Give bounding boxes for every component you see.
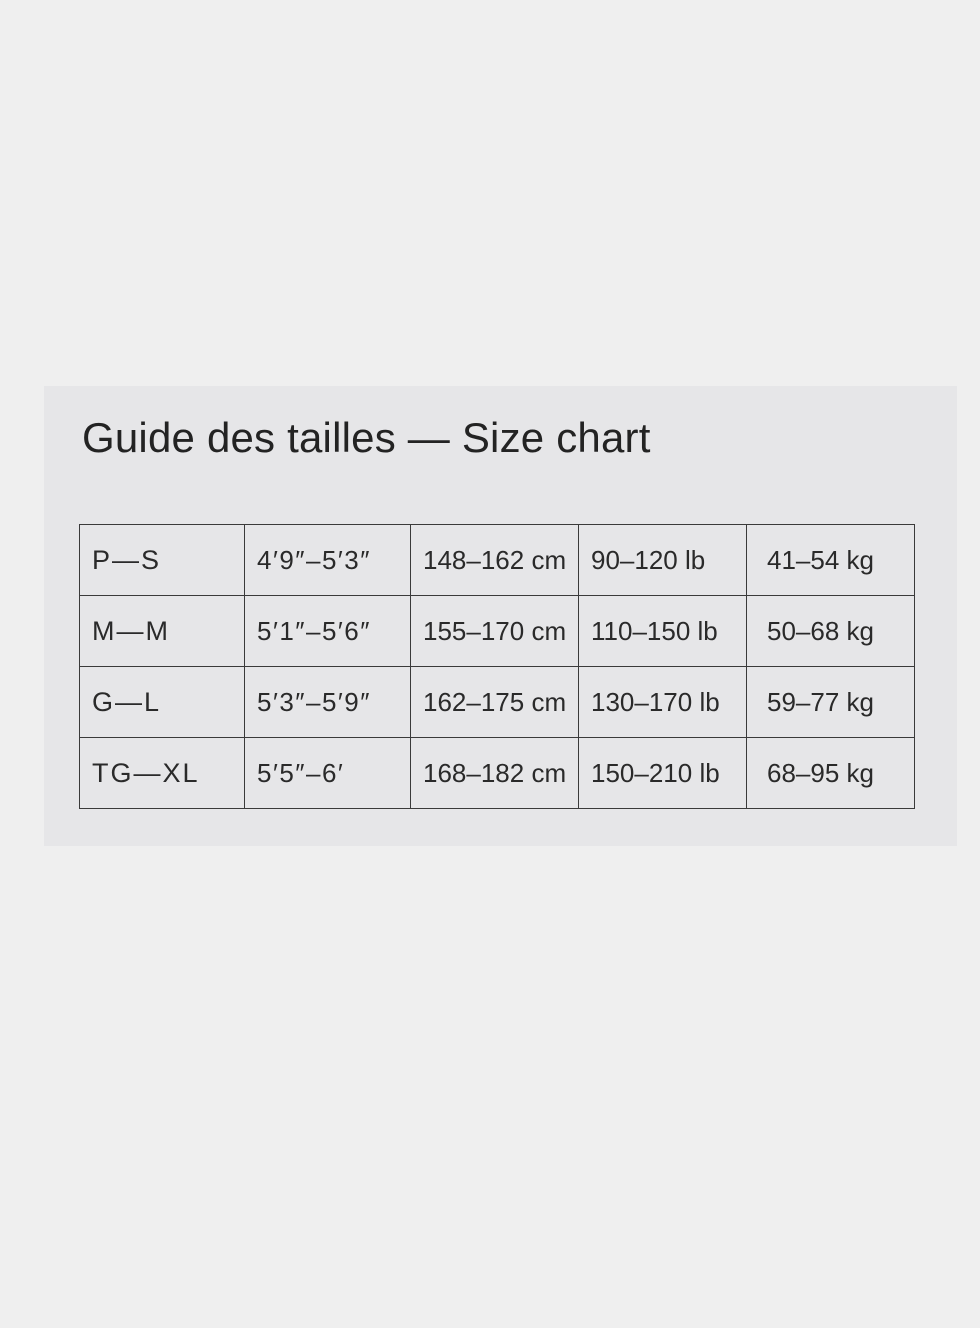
height-cm-cell: 162–175 cm (411, 667, 579, 738)
height-ft-cell: 5′1″–5′6″ (245, 596, 411, 667)
height-cm-cell: 168–182 cm (411, 738, 579, 809)
size-chart-title: Guide des tailles — Size chart (82, 414, 651, 461)
weight-kg-cell: 59–77 kg (747, 667, 915, 738)
size-cell: M—M (80, 596, 245, 667)
weight-kg-cell: 41–54 kg (747, 525, 915, 596)
size-cell: P—S (80, 525, 245, 596)
height-cm-cell: 155–170 cm (411, 596, 579, 667)
table-row (80, 738, 915, 809)
weight-lb-cell: 110–150 lb (579, 596, 747, 667)
size-chart-table (79, 524, 915, 809)
table-row (80, 525, 915, 596)
table-row (80, 667, 915, 738)
height-ft-cell: 5′3″–5′9″ (245, 667, 411, 738)
size-cell: G—L (80, 667, 245, 738)
height-ft-cell: 4′9″–5′3″ (245, 525, 411, 596)
size-chart-card (44, 386, 957, 846)
weight-kg-cell: 68–95 kg (747, 738, 915, 809)
table-row (80, 596, 915, 667)
height-cm-cell: 148–162 cm (411, 525, 579, 596)
height-ft-cell: 5′5″–6′ (245, 738, 411, 809)
weight-lb-cell: 150–210 lb (579, 738, 747, 809)
weight-kg-cell: 50–68 kg (747, 596, 915, 667)
weight-lb-cell: 90–120 lb (579, 525, 747, 596)
size-cell: TG—XL (80, 738, 245, 809)
weight-lb-cell: 130–170 lb (579, 667, 747, 738)
